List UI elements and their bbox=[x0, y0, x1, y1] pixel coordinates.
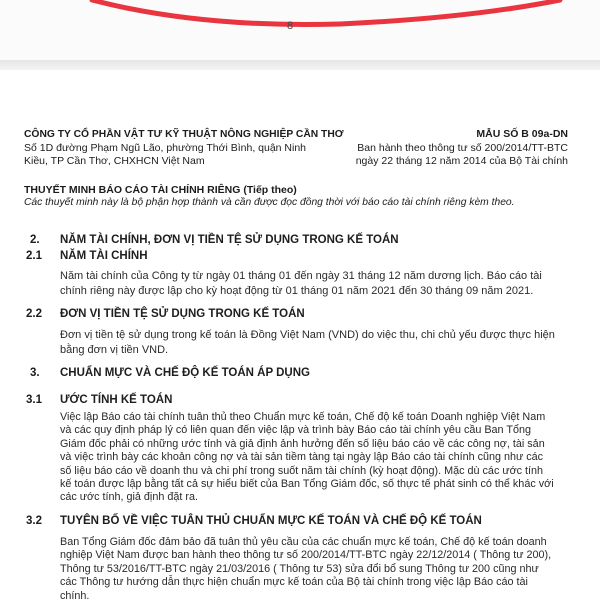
company-name: CÔNG TY CỔ PHẦN VẬT TƯ KỸ THUẬT NÔNG NGHIỆP CẦN THƠ bbox=[24, 129, 344, 140]
section-heading: NĂM TÀI CHÍNH, ĐƠN VỊ TIỀN TỆ SỬ DỤNG TRONG KẾ TOÁN bbox=[60, 234, 399, 246]
company-address-line2: Kiều, TP Cần Thơ, CHXHCN Việt Nam bbox=[24, 155, 205, 167]
page-number: 8 bbox=[287, 20, 294, 32]
paragraph-line: các Thông tư hướng dẫn thực hiện chuẩn mực kế toán của Bộ tài chính trong việc lập Báo cáo tài bbox=[60, 576, 528, 589]
document-title: THUYẾT MINH BÁO CÁO TÀI CHÍNH RIÊNG (Tiếp theo) bbox=[24, 184, 297, 196]
section-heading: NĂM TÀI CHÍNH bbox=[60, 250, 148, 262]
paragraph-line: và các quy định pháp lý có liên quan đến việc lập và trình bày Báo cáo tài chính yêu cầu Ban Tổng bbox=[60, 424, 531, 437]
page-separator bbox=[0, 60, 600, 70]
paragraph-line: và việc trình bày các khoản công nợ và tài sản tiềm tàng tại ngày lập Báo cáo tài chính cũng như các bbox=[60, 451, 544, 464]
paragraph-line: Giám đốc phải có những ước tính và giả định ảnh hưởng đến số liệu báo cáo về các công nợ, tài sản bbox=[60, 437, 545, 450]
company-address-line1: Số 1D đường Phạm Ngũ Lão, phường Thới Bình, quận Ninh bbox=[24, 142, 307, 154]
section-paragraph bbox=[60, 269, 542, 299]
paragraph-line: chính. bbox=[60, 589, 90, 602]
section-number: 2.1 bbox=[26, 250, 42, 262]
form-note-line1: Ban hành theo thông tư số 200/2014/TT-BTC bbox=[357, 142, 568, 154]
section-paragraph bbox=[60, 536, 551, 603]
form-note-line2: ngày 22 tháng 12 năm 2014 của Bộ Tài chính bbox=[355, 155, 568, 167]
paragraph-line: Việc lập Báo cáo tài chính tuân thủ theo Chuẩn mực kế toán, Chế độ kế toán Doanh nghiệp Việt Nam bbox=[60, 411, 546, 423]
section-heading: ƯỚC TÍNH KẾ TOÁN bbox=[60, 394, 173, 406]
section-heading: TUYÊN BỐ VỀ VIỆC TUÂN THỦ CHUẨN MỰC KẾ TOÁN VÀ CHẾ ĐỘ KẾ TOÁN bbox=[60, 515, 482, 527]
document-page bbox=[0, 70, 600, 600]
section-number: 2. bbox=[30, 234, 40, 246]
section-heading: CHUẨN MỰC VÀ CHẾ ĐỘ KẾ TOÁN ÁP DỤNG bbox=[60, 367, 310, 379]
section-heading: ĐƠN VỊ TIỀN TỆ SỬ DỤNG TRONG KẾ TOÁN bbox=[60, 308, 305, 320]
red-annotation-mark bbox=[0, 0, 600, 60]
section-paragraph bbox=[60, 328, 555, 358]
section-number: 3. bbox=[30, 367, 40, 379]
section-number: 3.1 bbox=[26, 394, 42, 406]
paragraph-line: bằng đơn vị tiền VND. bbox=[60, 344, 169, 356]
form-code: MẪU SỐ B 09a-DN bbox=[476, 128, 568, 140]
section-number: 2.2 bbox=[26, 308, 42, 320]
section-number: 3.2 bbox=[26, 515, 42, 527]
paragraph-line: chính riêng này được lập cho kỳ hoạt động từ 01 tháng 01 năm 2021 đến 30 tháng 09 năm 2021. bbox=[60, 285, 534, 297]
section-paragraph bbox=[60, 411, 554, 505]
paragraph-line: Năm tài chính của Công ty từ ngày 01 tháng 01 đến ngày 31 tháng 12 năm dương lịch. Báo cáo tài bbox=[60, 270, 542, 282]
document-subtitle: Các thuyết minh này là bộ phận hợp thành và cần được đọc đồng thời với báo cáo tài chính riêng kèm theo. bbox=[24, 197, 515, 208]
paragraph-line: Đơn vị tiền tệ sử dụng trong kế toán là Đồng Việt Nam (VND) do việc thu, chi chủ yếu được thực hiện bbox=[60, 329, 555, 341]
paragraph-line: nghiệp Việt Nam được ban hành theo thông tư số 200/2014/TT-BTC ngày 22/12/2014 ( Thông tư 200), bbox=[60, 549, 552, 562]
paragraph-line: kế toán được lập bằng tất cả sự hiểu biết của Ban Tổng Giám đốc, số thực tế phát sinh có thể khác với bbox=[60, 478, 554, 491]
previous-page-fragment bbox=[0, 0, 600, 60]
paragraph-line: Ban Tổng Giám đốc đảm bảo đã tuân thủ yêu cầu của các chuẩn mực kế toán, Chế độ kế toán doanh bbox=[60, 536, 547, 548]
paragraph-line: các ước tính, giả định đặt ra. bbox=[60, 491, 198, 504]
paragraph-line: số liệu báo cáo về doanh thu và chi phí trong suốt năm tài chính (kỳ hoạt động). Mặc dù các ước tính bbox=[60, 464, 544, 477]
paragraph-line: Thông tư 53/2016/TT-BTC ngày 21/03/2016 ( Thông tư 53) sửa đổi bổ sung Thông tư 200 cũng như bbox=[60, 562, 539, 575]
